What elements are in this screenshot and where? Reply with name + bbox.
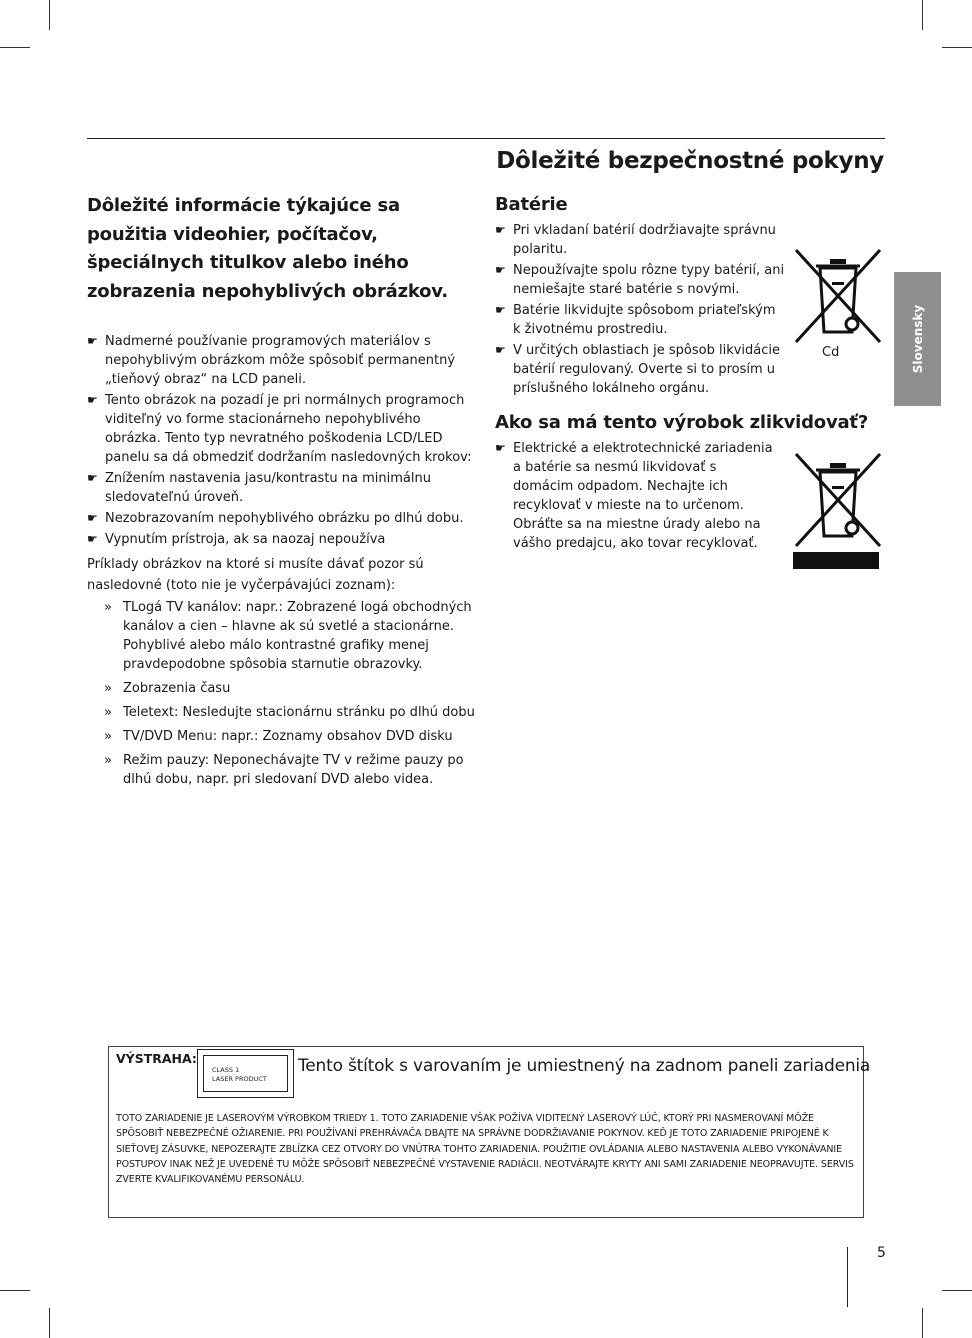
list-item: ☛ Batérie likvidujte spôsobom priateľským k životnému prostrediu. <box>495 303 776 337</box>
crop-mark <box>922 0 923 30</box>
pointing-hand-icon: ☛ <box>87 511 98 525</box>
crop-mark <box>942 47 972 48</box>
language-tab <box>894 272 941 406</box>
crop-mark <box>49 0 50 30</box>
left-column <box>87 192 479 794</box>
pointing-hand-icon: ☛ <box>87 334 98 348</box>
weee-bin-icon <box>792 452 884 570</box>
list-item: ☛ Nezobrazovaním nepohyblivého obrázku po dlhú dobu. <box>87 511 464 526</box>
language-tab-label: Slovensky <box>910 304 925 374</box>
example-item: » Zobrazenia času <box>104 681 231 696</box>
pointing-hand-icon: ☛ <box>495 441 506 455</box>
disposal-heading: Ako sa má tento výrobok zlikvidovať? <box>495 412 869 433</box>
example-item: » Režim pauzy: Neponechávajte TV v režime pauzy po dlhú dobu, napr. pri sledovaní DVD alebo videa. <box>104 753 464 787</box>
list-item: ☛ Nepoužívajte spolu rôzne typy batérií, ani nemiešajte staré batérie s novými. <box>495 263 785 297</box>
example-item: » TLogá TV kanálov: napr.: Zobrazené logá obchodných kanálov a cien – hlavne ak sú svetlé a stacionárne. Pohyblivé alebo málo kontrastné grafiky menej pravdepodobne spôsobia starnutie obrazovky. <box>104 600 472 672</box>
list-item: ☛ V určitých oblastiach je spôsob likvidácie batérií regulovaný. Overte si to prosím u príslušného lokálneho orgánu. <box>495 343 781 396</box>
example-item: » Teletext: Nesledujte stacionárnu stránku po dlhú dobu <box>104 705 475 720</box>
pointing-hand-icon: ☛ <box>87 393 98 407</box>
list-item: ☛ Tento obrázok na pozadí je pri normálnych programoch viditeľný vo forme stacionárneho nepohyblivého obrázka. Tento typ nevratného poškodenia LCD/LED panelu sa dá obmedziť dodržaním nasledovných krokov: <box>87 393 472 465</box>
examples-intro: Príklady obrázkov na ktoré si musíte dávať pozor sú nasledovné (toto nie je vyčerpávajúci zoznam): <box>87 557 424 593</box>
list-item: ☛ Elektrické a elektrotechnické zariadenia a batérie sa nesmú likvidovať s domácim odpadom. Nechajte ich recyklovať v mieste na to určenom. Obráťte sa na miestne úrady alebo na vášho predajcu, ako tovar recyklovať. <box>495 441 773 551</box>
crop-mark <box>942 1290 972 1291</box>
crop-mark <box>0 1290 30 1291</box>
page-title: Dôležité bezpečnostné pokyny <box>496 148 884 174</box>
crop-mark <box>0 47 30 48</box>
still-image-heading: Dôležité informácie týkajúce sa použitia videohier, počítačov, špeciálnych titulkov alebo iného zobrazenia nepohyblivých obrázkov. <box>87 195 449 302</box>
footer-rule <box>847 1247 848 1307</box>
list-item: ☛ Pri vkladaní batérií dodržiavajte správnu polaritu. <box>495 223 776 257</box>
laser-label-line: LASER PRODUCT <box>212 1075 267 1083</box>
pointing-hand-icon: ☛ <box>495 263 506 277</box>
warning-caption: Tento štítok s varovaním je umiestnený na zadnom paneli zariadenia <box>298 1056 871 1076</box>
cd-label: Cd <box>822 345 840 360</box>
pointing-hand-icon: ☛ <box>87 471 98 485</box>
crossed-bin-icon <box>792 248 884 344</box>
list-item: ☛ Nadmerné používanie programových materiálov s nepohyblivým obrázkom môže spôsobiť permanentný „tieňový obraz“ na LCD paneli. <box>87 334 456 387</box>
crop-mark <box>922 1308 923 1338</box>
header-rule <box>87 138 885 139</box>
warning-title: VÝSTRAHA: <box>116 1051 197 1066</box>
batteries-heading: Batérie <box>495 194 568 215</box>
list-item: ☛ Vypnutím prístroja, ak sa naozaj nepoužíva <box>87 532 386 547</box>
pointing-hand-icon: ☛ <box>495 223 506 237</box>
crop-mark <box>49 1308 50 1338</box>
example-item: » TV/DVD Menu: napr.: Zoznamy obsahov DVD disku <box>104 729 453 744</box>
list-item: ☛ Znížením nastavenia jasu/kontrastu na minimálnu sledovateľnú úroveň. <box>87 471 431 505</box>
pointing-hand-icon: ☛ <box>495 343 506 357</box>
pointing-hand-icon: ☛ <box>495 303 506 317</box>
laser-warning-box <box>108 1046 871 1218</box>
pointing-hand-icon: ☛ <box>87 532 98 546</box>
warning-text: TOTO ZARIADENIE JE LASEROVÝM VÝROBKOM TRIEDY 1. TOTO ZARIADENIE VŠAK POŽÍVA VIDITEĽNÝ LASEROVÝ LÚČ, KTORÝ PRI NASMEROVANÍ MÔŽE SPÔSOBIŤ NEBEZPEČNÉ OŽIARENIE. PRI POUŽÍVANÍ PREHRÁVAČA DBAJTE NA SPRÁVNE DODRŽIAVANIE POKYNOV. KEĎ JE TOTO ZARIADENIE PRIPOJENÉ K SIEŤOVEJ ZÁSUVKE, NEPOZERAJTE ZBLÍZKA CEZ OTVORY DO VNÚTRA TOHTO ZARIADENIA. POUŽITIE OVLÁDANIA ALEBO NASTAVENIA ALEBO VYKONÁVANIE POSTUPOV INAK NEŽ JE UVEDENÉ TU MÔŽE SPÔSOBIŤ NEBEZPEČNÉ VYSTAVENIE RADIÁCII. NEOTVÁRAJTE KRYTY ANI SAMI ZARIADENIE NEOPRAVUJTE. SERVIS ZVERTE KVALIFIKOVANÉMU PERSONÁLU. <box>116 1113 854 1186</box>
laser-label-line: CLASS 1 <box>212 1066 240 1074</box>
page-number: 5 <box>877 1245 886 1261</box>
laser-class-label <box>197 1049 294 1098</box>
